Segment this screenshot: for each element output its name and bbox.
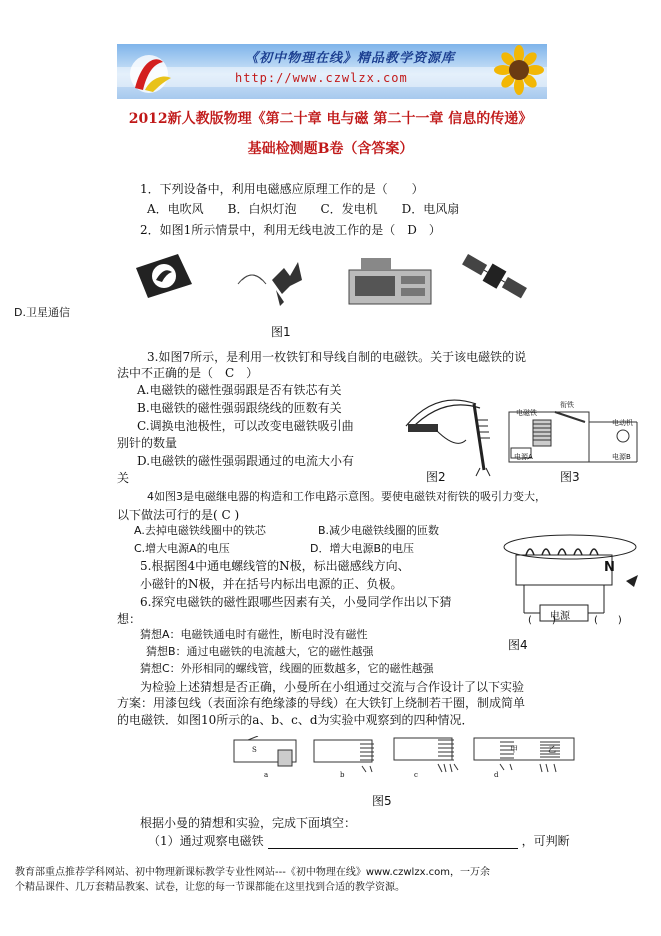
document-title: 2012新人教版物理《第二十章 电与磁 第二十一章 信息的传递》	[128, 111, 533, 127]
q6-para1: 为检验上述猜想是否正确，小曼所在小组通过交流与合作设计了以下实验	[140, 680, 525, 694]
q2-answer-label: D.卫星通信	[14, 306, 70, 319]
q6-fill-1-blank[interactable]	[268, 836, 518, 849]
q3-option-d2: 关	[117, 471, 130, 485]
fig5-label-jia: 甲	[510, 745, 518, 754]
fig5-label-d: d	[494, 771, 499, 779]
fig3-label-source-b: 电源B	[612, 453, 631, 461]
sunflower-icon	[487, 44, 547, 99]
fig1-bat-icon	[232, 250, 312, 310]
site-banner	[117, 44, 547, 99]
fig4-solenoid-diagram	[500, 533, 650, 633]
q4-line1: 4如图3是电磁继电器的构造和工作电路示意图。要使电磁铁对衔铁的吸引力变大，	[147, 490, 546, 503]
fig3-label-armature: 衔铁	[560, 401, 574, 409]
fig5-label-a: a	[264, 771, 269, 779]
q3-option-c1: C.调换电池极性，可以改变电磁铁吸引曲	[137, 419, 354, 433]
fig4-source-label: 电源	[550, 611, 570, 622]
fig2-caption: 图2	[426, 470, 446, 484]
fig5-label-yi: 乙	[548, 745, 556, 754]
q6-line2: 想：	[117, 612, 142, 626]
q6-fill-1-prefix: （1）通过观察电磁铁	[148, 834, 264, 848]
fig1-caption: 图1	[271, 325, 291, 339]
q6-fill-intro: 根据小曼的猜想和实验，完成下面填空：	[140, 816, 357, 830]
q2-stem: 2．如图1所示情景中，利用无线电波工作的是（ D ）	[140, 223, 441, 237]
q3-line1: 3.如图7所示，是利用一枚铁钉和导线自制的电磁铁。关于该电磁铁的说	[147, 350, 527, 364]
q3-option-c2: 别针的数量	[117, 436, 178, 450]
fig5-switch-label: S	[252, 746, 257, 754]
fig5-circuit-b-diagram	[310, 736, 385, 776]
q3-option-d1: D.电磁铁的磁性强弱跟通过的电流大小有	[137, 454, 355, 468]
q1-stem: 1．下列设备中，利用电磁感应原理工作的是（ ）	[140, 182, 424, 196]
q4-option-a: A.去掉电磁铁线圈中的铁芯	[134, 524, 266, 537]
q6-fill-1	[148, 833, 570, 849]
fig3-caption: 图3	[560, 470, 580, 484]
q6-fill-1-suffix: ，可判断	[521, 834, 570, 848]
q3-option-b: B.电磁铁的磁性强弱跟绕线的匝数有关	[137, 401, 342, 415]
fig1-machine-icon	[345, 252, 435, 308]
fig4-bracket-right: ( )	[594, 615, 622, 626]
banner-url[interactable]: http://www.czwlzx.com	[235, 71, 408, 85]
q6-guess-a: 猜想A：电磁铁通电时有磁性，断电时没有磁性	[140, 628, 368, 641]
q4-option-b: B.减少电磁铁线圈的匝数	[318, 524, 440, 537]
fig3-label-motor: 电动机	[612, 419, 633, 427]
fig5-label-c: c	[414, 771, 418, 779]
q3-option-a: A.电磁铁的磁性强弱跟是否有铁芯有关	[137, 383, 342, 397]
fig5-circuit-c-diagram	[390, 734, 465, 776]
fig4-caption: 图4	[508, 638, 528, 652]
q4-option-c: C.增大电源A的电压	[134, 542, 230, 555]
fig4-north-pole-label: N	[604, 560, 615, 575]
fig2-nail-electromagnet-diagram	[396, 390, 506, 480]
fig4-bracket-left: ( )	[528, 615, 556, 626]
fig3-label-source-a: 电源A	[514, 453, 533, 461]
q1-options: A．电吹风 B．白炽灯泡 C．发电机 D．电风扇	[147, 202, 460, 216]
site-logo-icon	[123, 48, 183, 96]
fig5-circuit-a-diagram	[230, 736, 305, 776]
q5-line1: 5.根据图4中通电螺线管的N极，标出磁感线方向、	[140, 559, 410, 573]
fig5-label-b: b	[340, 771, 345, 779]
q4-option-d: D．增大电源B的电压	[310, 542, 415, 555]
fig5-caption: 图5	[372, 794, 392, 808]
q6-para2: 方案：用漆包线（表面涂有绝缘漆的导线）在大铁钉上绕制若干圈，制成简单	[117, 696, 526, 710]
fig1-radar-icon	[128, 250, 198, 300]
q6-line1: 6.探究电磁铁的磁性跟哪些因素有关，小曼同学作出以下猜	[140, 595, 452, 609]
q5-line2: 小磁针的N极，并在括号内标出电源的正、负极。	[140, 577, 403, 591]
page-footer	[15, 865, 650, 895]
q4-line2: 以下做法可行的是( C )	[117, 508, 240, 522]
fig5-circuit-d-diagram	[470, 734, 580, 776]
q3-line2: 法中不正确的是（ C ）	[117, 366, 259, 380]
footer-line1: 教育部重点推荐学科网站、初中物理新课标教学专业性网站---《初中物理在线》www.czwlzx.com，一万余	[15, 867, 491, 878]
q6-guess-c: 猜想C：外形相同的螺线管，线圈的匝数越多，它的磁性越强	[140, 662, 434, 675]
footer-line2: 个精品课件、几万套精品教案、试卷，让您的每一节课都能在这里找到合适的教学资源。	[15, 882, 405, 893]
q6-para3: 的电磁铁．如图10所示的a、b、c、d为实验中观察到的四种情况．	[117, 713, 474, 727]
banner-title: 《初中物理在线》精品教学资源库	[245, 51, 456, 66]
fig3-label-electromagnet: 电磁铁	[516, 409, 537, 417]
fig1-satellite-icon	[458, 250, 530, 304]
q6-guess-b: 猜想B：通过电磁铁的电流越大，它的磁性越强	[146, 645, 374, 658]
document-subtitle: 基础检测题B卷（含答案）	[247, 141, 414, 157]
